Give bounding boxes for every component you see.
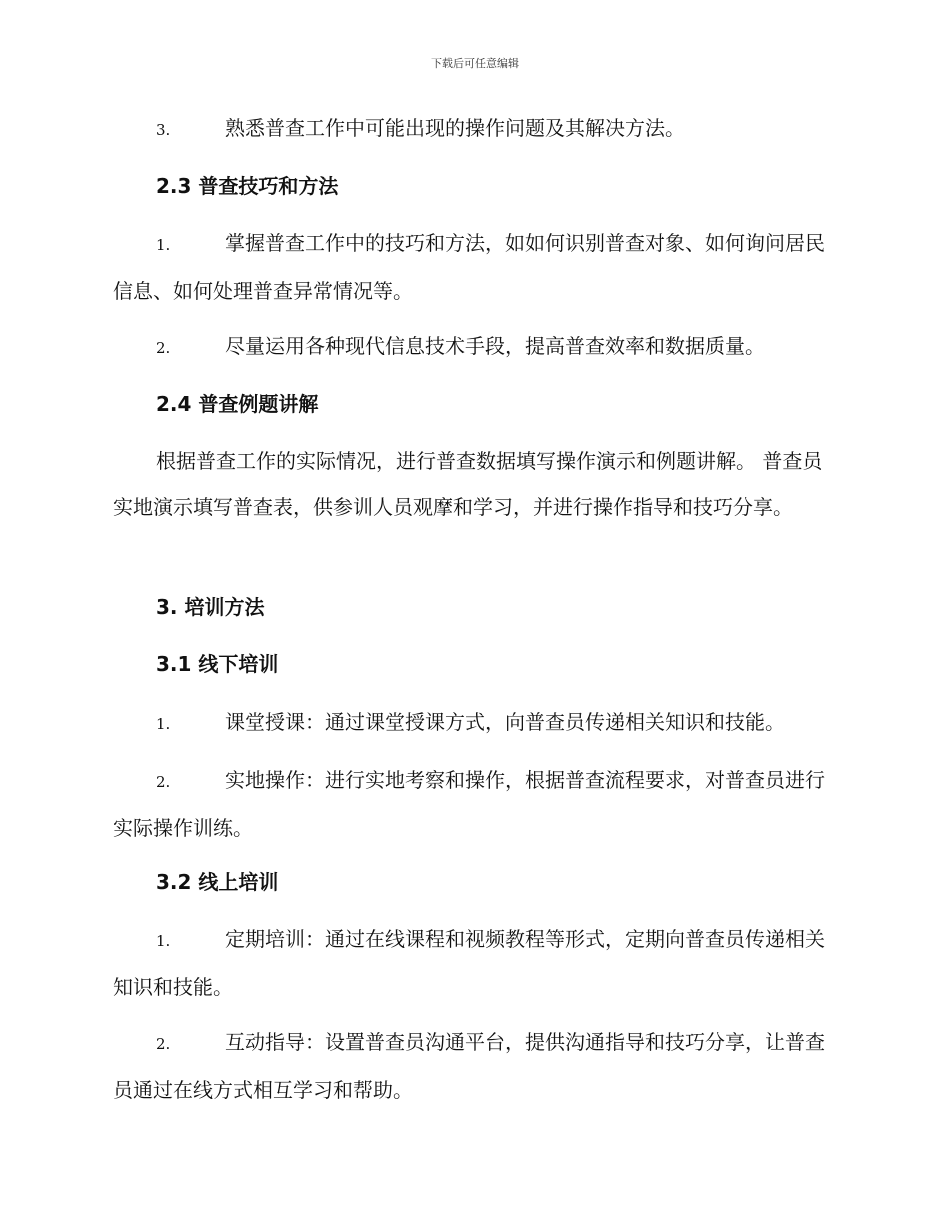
list-item [113, 220, 833, 314]
section-heading-2-3: 2.3 普查技巧和方法 [156, 174, 339, 198]
list-number: 2. [156, 773, 171, 791]
section-heading-3-2: 3.2 线上培训 [156, 870, 279, 894]
list-item [113, 699, 833, 747]
list-item [113, 1019, 833, 1113]
section-heading-2-4: 2.4 普查例题讲解 [156, 392, 319, 416]
list-number: 2. [156, 1035, 171, 1053]
list-text: 实地操作：进行实地考察和操作，根据普查流程要求，对普查员进行实际操作训练。 [113, 768, 825, 840]
section-heading-3: 3. 培训方法 [156, 595, 265, 619]
list-text: 课堂授课：通过课堂授课方式，向普查员传递相关知识和技能。 [225, 710, 785, 734]
list-text: 定期培训：通过在线课程和视频教程等形式，定期向普查员传递相关知识和技能。 [113, 927, 825, 999]
list-text: 互动指导：设置普查员沟通平台，提供沟通指导和技巧分享，让普查员通过在线方式相互学习和帮助。 [113, 1030, 825, 1102]
list-item [113, 757, 833, 851]
list-text: 掌握普查工作中的技巧和方法，如如何识别普查对象、如何询问居民信息、如何处理普查异常情况等。 [113, 231, 825, 303]
header-note: 下载后可任意编辑 [431, 57, 519, 70]
section-heading-3-1: 3.1 线下培训 [156, 652, 279, 676]
list-number: 1. [156, 236, 171, 254]
list-text: 尽量运用各种现代信息技术手段，提高普查效率和数据质量。 [225, 334, 765, 358]
body-paragraph: 根据普查工作的实际情况，进行普查数据填写操作演示和例题讲解。 普查员实地演示填写普查表，供参训人员观摩和学习，并进行操作指导和技巧分享。 [113, 449, 823, 519]
list-number: 2. [156, 339, 171, 357]
list-text: 熟悉普查工作中可能出现的操作问题及其解决方法。 [225, 116, 685, 140]
list-item [113, 323, 833, 371]
list-item [113, 105, 833, 153]
list-number: 1. [156, 932, 171, 950]
list-item [113, 916, 833, 1010]
list-number: 3. [156, 121, 171, 139]
list-number: 1. [156, 715, 171, 733]
